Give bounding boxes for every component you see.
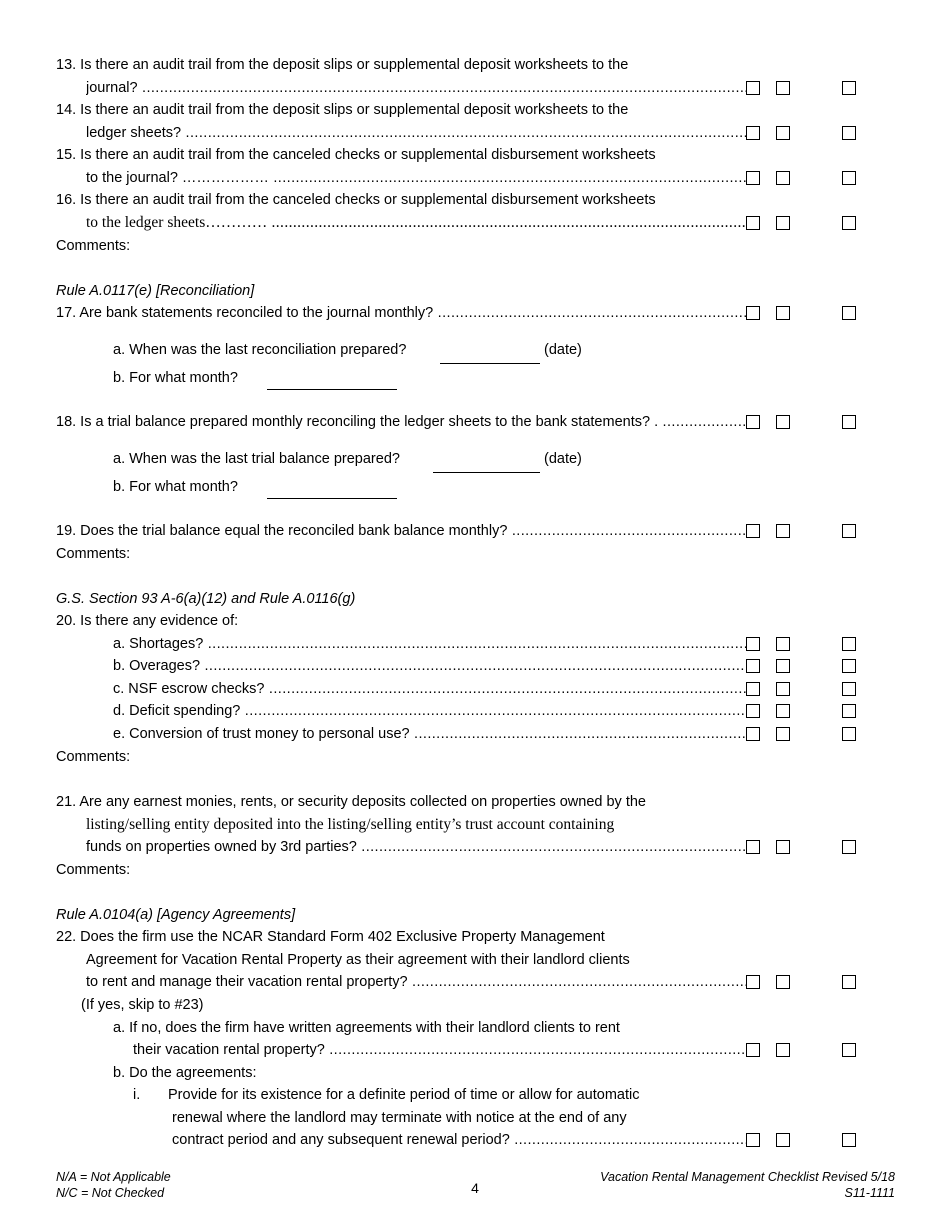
question-13-text: 13. Is there an audit trail from the deposit slips or supplemental deposit worksheets to the <box>56 57 629 73</box>
q22bi-na-checkbox[interactable] <box>842 1133 856 1147</box>
question-22-text: 22. Does the firm use the NCAR Standard Form 402 Exclusive Property Management <box>56 929 605 945</box>
section-heading-agency: Rule A.0104(a) [Agency Agreements] <box>56 907 296 923</box>
q22a-no-checkbox[interactable] <box>776 1043 790 1057</box>
question-22b-i-text: Provide for its existence for a definite period of time or allow for automatic <box>168 1087 640 1103</box>
q14-yes-checkbox[interactable] <box>746 126 760 140</box>
question-20d-text: d. Deficit spending? ..... <box>113 701 746 721</box>
q20b-na-checkbox[interactable] <box>842 659 856 673</box>
q19-na-checkbox[interactable] <box>842 524 856 538</box>
q17-yes-checkbox[interactable] <box>746 306 760 320</box>
q17b-month-field[interactable] <box>267 389 397 390</box>
question-18-text: 18. Is a trial balance prepared monthly reconciling the ledger sheets to the bank statements? . ..... <box>56 412 746 432</box>
q18-no-checkbox[interactable] <box>776 415 790 429</box>
q20e-no-checkbox[interactable] <box>776 727 790 741</box>
question-14-text-cont: ledger sheets? ..... <box>86 123 746 143</box>
q20d-na-checkbox[interactable] <box>842 704 856 718</box>
q21-no-checkbox[interactable] <box>776 840 790 854</box>
footer-form-code: S11-1111 <box>844 1186 895 1200</box>
question-21-text: 21. Are any earnest monies, rents, or security deposits collected on properties owned by the <box>56 794 646 810</box>
question-20b-text: b. Overages? ..... <box>113 656 746 676</box>
q18b-month-field[interactable] <box>267 498 397 499</box>
question-22b-i-text-cont: renewal where the landlord may terminate with notice at the end of any <box>172 1110 627 1126</box>
q20e-yes-checkbox[interactable] <box>746 727 760 741</box>
q13-no-checkbox[interactable] <box>776 81 790 95</box>
question-21-text-cont: listing/selling entity deposited into the listing/selling entity’s trust account containing <box>86 816 615 833</box>
question-20e-text: e. Conversion of trust money to personal use? ..... <box>113 724 746 744</box>
q14-na-checkbox[interactable] <box>842 126 856 140</box>
q22a-na-checkbox[interactable] <box>842 1043 856 1057</box>
question-22b-text: b. Do the agreements: <box>113 1065 257 1081</box>
section-heading-reconciliation: Rule A.0117(e) [Reconciliation] <box>56 283 255 299</box>
q17-no-checkbox[interactable] <box>776 306 790 320</box>
q20a-no-checkbox[interactable] <box>776 637 790 651</box>
q18a-date-field[interactable] <box>433 472 540 473</box>
question-17-text: 17. Are bank statements reconciled to the journal monthly? ..... <box>56 303 746 323</box>
q20c-yes-checkbox[interactable] <box>746 682 760 696</box>
question-22a-text: a. If no, does the firm have written agreements with their landlord clients to rent <box>113 1020 620 1036</box>
question-16-text-cont: to the ledger sheets………… ..... <box>86 213 746 233</box>
question-18b-text: b. For what month? <box>113 479 238 495</box>
q16-na-checkbox[interactable] <box>842 216 856 230</box>
question-22a-text-cont: their vacation rental property? ..... <box>133 1040 746 1060</box>
q22bi-no-checkbox[interactable] <box>776 1133 790 1147</box>
q20d-no-checkbox[interactable] <box>776 704 790 718</box>
question-22-text-cont: Agreement for Vacation Rental Property as their agreement with their landlord clients <box>86 952 630 968</box>
q15-yes-checkbox[interactable] <box>746 171 760 185</box>
question-18a-text: a. When was the last trial balance prepared? <box>113 451 400 467</box>
comments-label: Comments: <box>56 546 131 562</box>
question-17a-text: a. When was the last reconciliation prepared? <box>113 342 407 358</box>
question-22b-i-marker: i. <box>133 1087 141 1103</box>
section-heading-gs: G.S. Section 93 A-6(a)(12) and Rule A.0116(g) <box>56 591 356 607</box>
q20a-yes-checkbox[interactable] <box>746 637 760 651</box>
q22-yes-checkbox[interactable] <box>746 975 760 989</box>
question-15-text-cont: to the journal? ……………… ..... <box>86 168 746 188</box>
q22-no-checkbox[interactable] <box>776 975 790 989</box>
q15-no-checkbox[interactable] <box>776 171 790 185</box>
q15-na-checkbox[interactable] <box>842 171 856 185</box>
footer-document-title: Vacation Rental Management Checklist Revised 5/18 <box>600 1170 895 1184</box>
q16-no-checkbox[interactable] <box>776 216 790 230</box>
q20b-no-checkbox[interactable] <box>776 659 790 673</box>
question-21-text-cont2: funds on properties owned by 3rd parties? ..... <box>86 837 746 857</box>
q16-yes-checkbox[interactable] <box>746 216 760 230</box>
q22-na-checkbox[interactable] <box>842 975 856 989</box>
q20c-na-checkbox[interactable] <box>842 682 856 696</box>
q21-na-checkbox[interactable] <box>842 840 856 854</box>
page-number: 4 <box>471 1180 479 1196</box>
comments-label: Comments: <box>56 862 131 878</box>
question-14-text: 14. Is there an audit trail from the deposit slips or supplemental deposit worksheets to the <box>56 102 629 118</box>
q20e-na-checkbox[interactable] <box>842 727 856 741</box>
q18-na-checkbox[interactable] <box>842 415 856 429</box>
question-20-text: 20. Is there any evidence of: <box>56 613 239 629</box>
q17-na-checkbox[interactable] <box>842 306 856 320</box>
q13-yes-checkbox[interactable] <box>746 81 760 95</box>
q20b-yes-checkbox[interactable] <box>746 659 760 673</box>
footer-nc-legend: N/C = Not Checked <box>56 1186 165 1200</box>
q20c-no-checkbox[interactable] <box>776 682 790 696</box>
q20d-yes-checkbox[interactable] <box>746 704 760 718</box>
q22a-yes-checkbox[interactable] <box>746 1043 760 1057</box>
question-22-text-cont2: to rent and manage their vacation rental property? ..... <box>86 972 746 992</box>
comments-label: Comments: <box>56 749 131 765</box>
q18-yes-checkbox[interactable] <box>746 415 760 429</box>
question-17b-text: b. For what month? <box>113 370 238 386</box>
q21-yes-checkbox[interactable] <box>746 840 760 854</box>
question-15-text: 15. Is there an audit trail from the canceled checks or supplemental disbursement worksheets <box>56 147 656 163</box>
q17a-date-field[interactable] <box>440 363 540 364</box>
q20a-na-checkbox[interactable] <box>842 637 856 651</box>
question-19-text: 19. Does the trial balance equal the reconciled bank balance monthly? ..... <box>56 521 746 541</box>
q13-na-checkbox[interactable] <box>842 81 856 95</box>
question-22-skip-note: (If yes, skip to #23) <box>81 997 204 1013</box>
q17a-date-label: (date) <box>544 342 582 358</box>
q19-yes-checkbox[interactable] <box>746 524 760 538</box>
question-13-text-cont: journal? ..... <box>86 78 746 98</box>
q19-no-checkbox[interactable] <box>776 524 790 538</box>
comments-label: Comments: <box>56 238 131 254</box>
q14-no-checkbox[interactable] <box>776 126 790 140</box>
q18a-date-label: (date) <box>544 451 582 467</box>
footer-na-legend: N/A = Not Applicable <box>56 1170 171 1184</box>
question-22b-i-text-cont2: contract period and any subsequent renewal period? ..... <box>172 1130 746 1150</box>
question-20c-text: c. NSF escrow checks? ..... <box>113 679 746 699</box>
question-16-text: 16. Is there an audit trail from the canceled checks or supplemental disbursement worksheets <box>56 192 656 208</box>
q22bi-yes-checkbox[interactable] <box>746 1133 760 1147</box>
question-20a-text: a. Shortages? ..... <box>113 634 746 654</box>
